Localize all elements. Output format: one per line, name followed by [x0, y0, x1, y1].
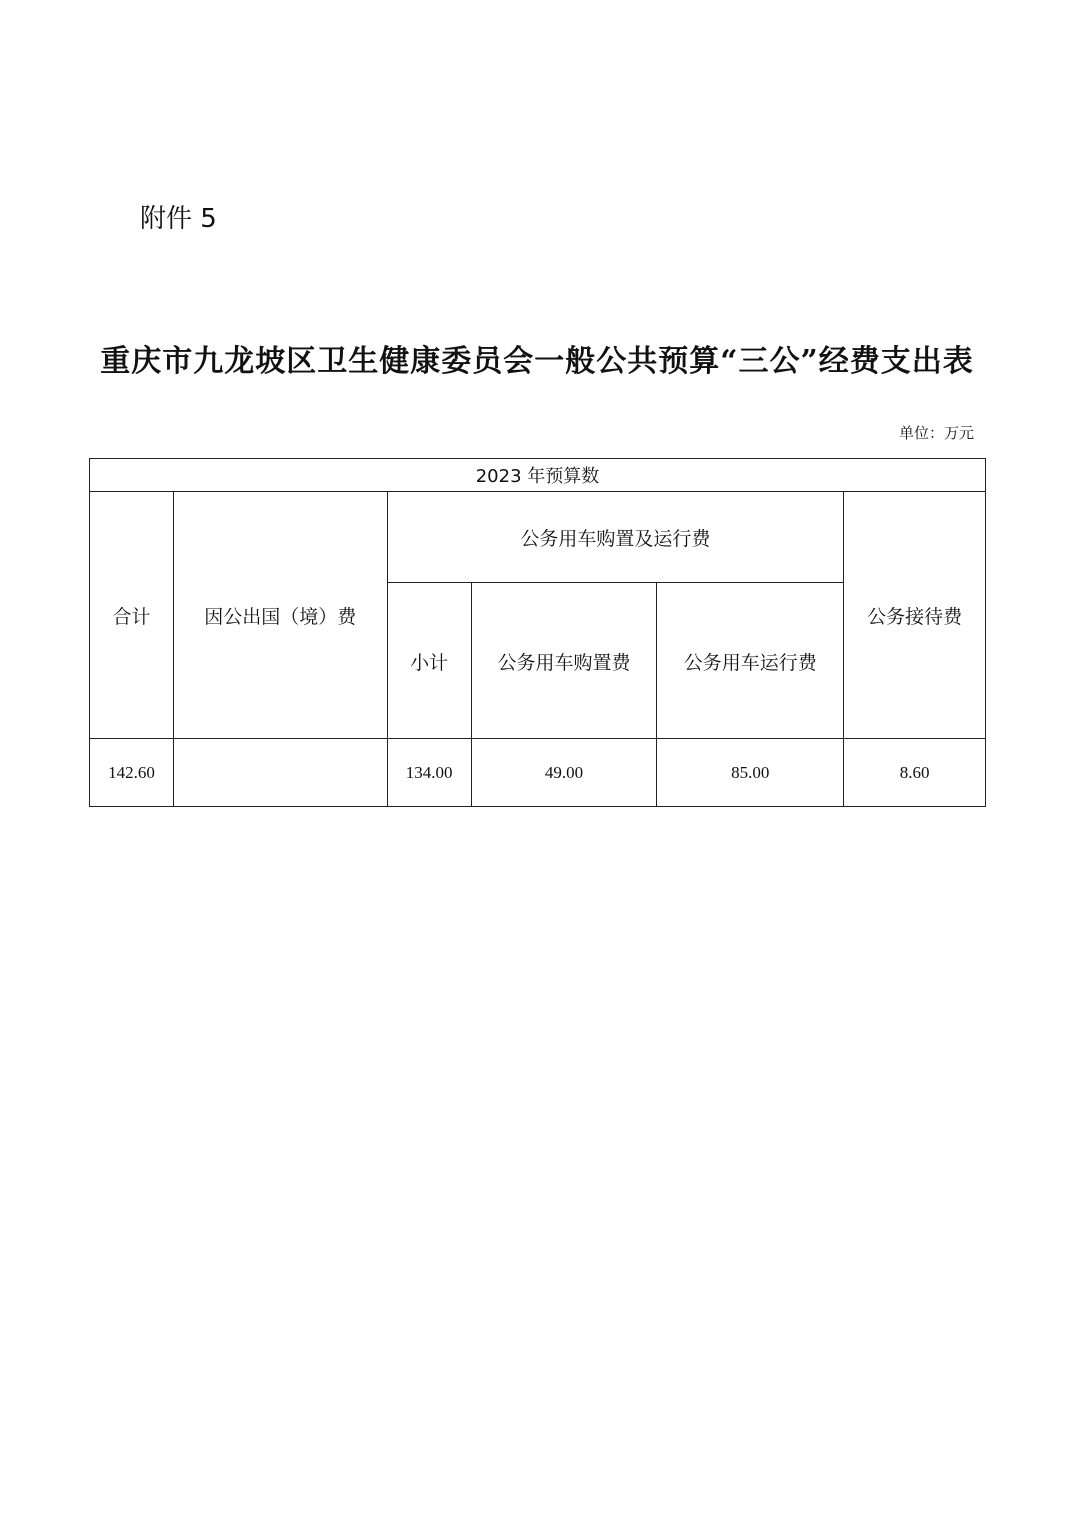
header-reception: 公务接待费: [844, 492, 986, 739]
header-row-1: [90, 492, 986, 583]
cell-reception: 8.60: [844, 739, 986, 807]
page-title: 重庆市九龙坡区卫生健康委员会一般公共预算“三公”经费支出表: [100, 344, 974, 379]
cell-vehicle-purchase: 49.00: [471, 739, 657, 807]
header-vehicle-subtotal: 小计: [387, 583, 471, 739]
cell-abroad: [173, 739, 387, 807]
cell-vehicle-operation: 85.00: [657, 739, 844, 807]
cell-vehicle-subtotal: 134.00: [387, 739, 471, 807]
header-vehicle-group: 公务用车购置及运行费: [387, 492, 843, 583]
table-row: [90, 739, 986, 807]
budget-table: [89, 458, 986, 807]
unit-label: 单位：万元: [898, 424, 974, 442]
header-abroad: 因公出国（境）费: [173, 492, 387, 739]
year-header: 2023 年预算数: [90, 459, 986, 492]
cell-total: 142.60: [90, 739, 174, 807]
header-vehicle-purchase: 公务用车购置费: [471, 583, 657, 739]
header-vehicle-operation: 公务用车运行费: [657, 583, 844, 739]
year-header-row: [90, 459, 986, 492]
header-total: 合计: [90, 492, 174, 739]
attachment-label: 附件 5: [140, 204, 217, 234]
